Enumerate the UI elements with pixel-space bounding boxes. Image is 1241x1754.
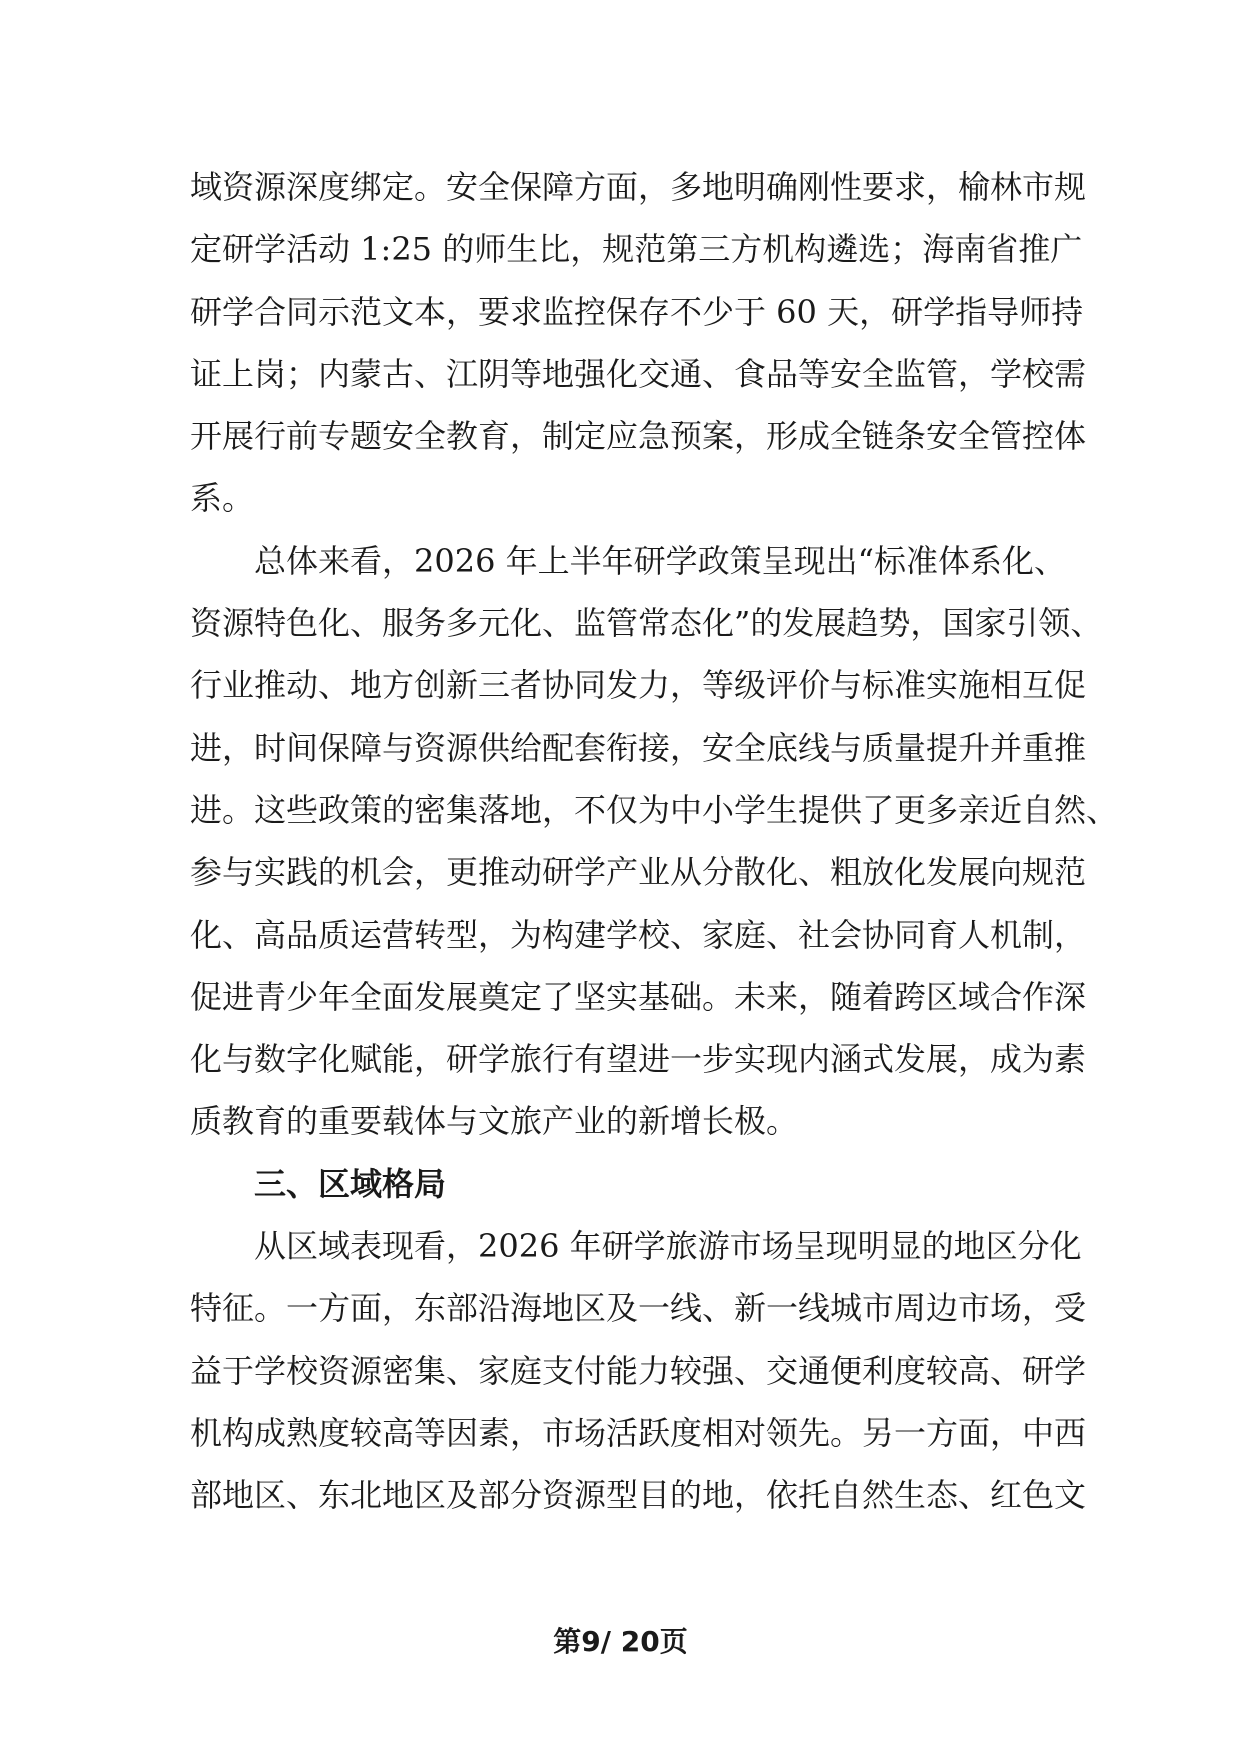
section-heading: 三、区域格局 [254,1164,447,1203]
text-line: 系。 [190,479,255,518]
paragraph [190,530,1119,1153]
text-line: 进。这些政策的密集落地，不仅为中小学生提供了更多亲近自然、 [190,790,1119,829]
text-line: 定研学活动 1:25 的师生比，规范第三方机构遴选；海南省推广 [190,230,1083,269]
text-line: 特征。一方面，东部沿海地区及一线、新一线城市周边市场，受 [190,1289,1087,1328]
page-number: 第9/ 20页 [553,1625,688,1658]
text-line: 总体来看，2026 年上半年研学政策呈现出“标准体系化、 [254,541,1066,580]
text-line: 参与实践的机会，更推动研学产业从分散化、粗放化发展向规范 [190,853,1087,892]
text-line: 益于学校资源密集、家庭支付能力较强、交通便利度较高、研学 [190,1351,1087,1390]
text-line: 化与数字化赋能，研学旅行有望进一步实现内涵式发展，成为素 [190,1040,1087,1079]
text-line: 从区域表现看，2026 年研学旅游市场呈现明显的地区分化 [254,1227,1082,1266]
paragraph [190,1215,1087,1526]
text-line: 研学合同示范文本，要求监控保存不少于 60 天，研学指导师持 [190,292,1084,331]
text-line: 部地区、东北地区及部分资源型目的地，依托自然生态、红色文 [190,1476,1087,1515]
text-line: 域资源深度绑定。安全保障方面，多地明确刚性要求，榆林市规 [190,168,1087,206]
text-line: 进，时间保障与资源供给配套衔接，安全底线与质量提升并重推 [190,728,1087,767]
document-body [190,156,1119,1527]
paragraph [190,156,1087,530]
text-line: 资源特色化、服务多元化、监管常态化”的发展趋势，国家引领、 [190,604,1103,643]
text-line: 证上岗；内蒙古、江阴等地强化交通、食品等安全监管，学校需 [190,354,1087,393]
text-line: 化、高品质运营转型，为构建学校、家庭、社会协同育人机制， [190,915,1087,954]
text-line: 机构成熟度较高等因素，市场活跃度相对领先。另一方面，中西 [190,1413,1087,1452]
text-line: 开展行前专题安全教育，制定应急预案，形成全链条安全管控体 [190,417,1087,456]
text-line: 质教育的重要载体与文旅产业的新增长极。 [190,1102,799,1141]
text-line: 行业推动、地方创新三者协同发力，等级评价与标准实施相互促 [190,666,1087,705]
text-line: 促进青少年全面发展奠定了坚实基础。未来，随着跨区域合作深 [190,977,1087,1016]
